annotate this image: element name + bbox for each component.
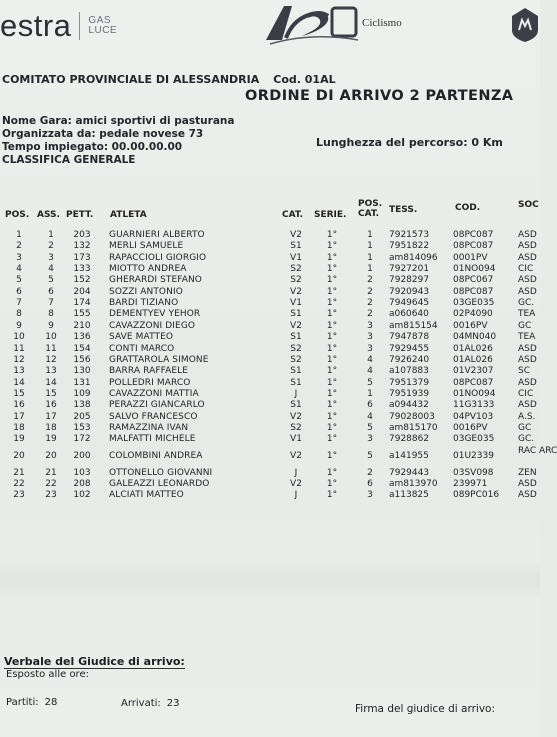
cell-ass: 15 bbox=[45, 388, 57, 399]
cell-pos-cat: 1 bbox=[367, 252, 373, 263]
cell-cod: 089PC016 bbox=[453, 490, 500, 501]
cell-atleta: CAVAZZONI MATTIA bbox=[109, 388, 199, 399]
cell-tess: 7926240 bbox=[389, 354, 430, 365]
header-cod: COD. bbox=[455, 203, 481, 213]
cell-cat: V2 bbox=[290, 450, 302, 461]
cell-cod: 03GE035 bbox=[453, 298, 495, 309]
cell-pett: 208 bbox=[73, 479, 91, 489]
estra-divider bbox=[79, 12, 80, 40]
cell-pos: 4 bbox=[16, 264, 22, 275]
cell-cod: 01NO094 bbox=[453, 388, 496, 399]
race-organizer: Organizzata da: pedale novese 73 bbox=[2, 128, 204, 140]
cell-pos-cat: 4 bbox=[367, 354, 373, 365]
cell-serie: 1° bbox=[326, 252, 338, 263]
header-pett: PETT. bbox=[66, 210, 94, 220]
cell-pett: 102 bbox=[73, 490, 91, 501]
cell-ass: 20 bbox=[45, 450, 57, 461]
cell-serie: 1° bbox=[326, 241, 338, 252]
header-cat: CAT. bbox=[282, 210, 304, 220]
cell-pos-cat: 2 bbox=[367, 309, 373, 320]
cell-cat: S2 bbox=[290, 343, 302, 354]
cell-soc: GC. bbox=[518, 434, 535, 445]
cell-soc: A.S. bbox=[518, 411, 536, 422]
cell-cat: V2 bbox=[290, 286, 302, 297]
cell-cat: V2 bbox=[290, 479, 302, 489]
cell-pos: 7 bbox=[16, 298, 22, 309]
cell-pos-cat: 1 bbox=[367, 230, 373, 240]
cell-soc: ASD bbox=[518, 400, 537, 411]
cell-atleta: MERLI SAMUELE bbox=[109, 241, 184, 252]
cell-atleta: CONTI MARCO bbox=[109, 343, 175, 354]
cell-pos-cat: 3 bbox=[367, 434, 373, 445]
cell-soc: GC. bbox=[518, 298, 535, 309]
cell-cod: 08PC067 bbox=[453, 275, 494, 286]
cell-pos-cat: 5 bbox=[367, 422, 373, 433]
cell-serie: 1° bbox=[326, 467, 338, 478]
header-tess: TESS. bbox=[389, 205, 418, 215]
cell-pos-cat: 1 bbox=[367, 388, 373, 399]
cell-tess: 7920943 bbox=[389, 286, 430, 297]
cell-pos: 21 bbox=[13, 467, 25, 478]
cell-cat: S2 bbox=[290, 422, 302, 433]
cell-pos: 19 bbox=[13, 434, 25, 445]
race-info bbox=[2, 115, 234, 167]
cell-tess: 7929443 bbox=[389, 467, 430, 478]
cell-cod: 03SV098 bbox=[453, 467, 494, 478]
cell-cat: V1 bbox=[290, 252, 302, 263]
cell-pett: 138 bbox=[73, 400, 91, 411]
cell-cod: 0001PV bbox=[453, 252, 488, 263]
cell-serie: 1° bbox=[326, 332, 338, 343]
cell-atleta: SOZZI ANTONIO bbox=[109, 286, 183, 297]
cell-pos-cat: 3 bbox=[367, 490, 373, 501]
cell-cat: S1 bbox=[290, 366, 302, 377]
cell-pett: 130 bbox=[73, 366, 91, 377]
cell-serie: 1° bbox=[326, 309, 338, 320]
cell-ass: 11 bbox=[45, 343, 57, 354]
cell-pos-cat: 1 bbox=[367, 241, 373, 252]
cell-serie: 1° bbox=[326, 320, 338, 331]
cell-pos: 14 bbox=[13, 377, 25, 388]
arrivati-value: 23 bbox=[166, 698, 180, 709]
cell-ass: 18 bbox=[45, 422, 57, 433]
cell-serie: 1° bbox=[326, 298, 338, 309]
cell-pett: 103 bbox=[73, 467, 91, 478]
cell-ass: 13 bbox=[45, 366, 57, 377]
cell-serie: 1° bbox=[326, 230, 338, 240]
cell-pett: 200 bbox=[73, 450, 91, 461]
cell-cat: J bbox=[294, 490, 298, 501]
cell-serie: 1° bbox=[326, 490, 338, 501]
cell-atleta: MALFATTI MICHELE bbox=[109, 434, 196, 445]
cell-atleta: RAMAZZINA IVAN bbox=[109, 422, 189, 433]
arrivati-label: Arrivati: bbox=[121, 698, 161, 709]
cell-pos: 22 bbox=[13, 479, 25, 489]
cell-pett: 136 bbox=[73, 332, 91, 343]
cell-ass: 8 bbox=[48, 309, 54, 320]
cell-ass: 2 bbox=[48, 241, 54, 252]
cell-soc: ASD bbox=[518, 241, 537, 252]
cell-pett: 210 bbox=[73, 320, 91, 331]
arrivati-count bbox=[121, 698, 180, 709]
cell-tess: 79028003 bbox=[389, 411, 435, 422]
acsi-ciclismo-logo bbox=[262, 2, 422, 48]
cell-pett: 153 bbox=[73, 422, 91, 433]
cell-serie: 1° bbox=[326, 366, 338, 377]
cell-pos-cat: 4 bbox=[367, 366, 373, 377]
race-time: Tempo impiegato: 00.00.00.00 bbox=[2, 141, 183, 153]
shield-icon bbox=[510, 6, 540, 44]
cell-tess: 7951939 bbox=[389, 388, 430, 399]
shield-logo bbox=[510, 6, 540, 44]
cell-pett: 109 bbox=[73, 388, 91, 399]
cell-pos: 23 bbox=[13, 490, 25, 501]
firma-label: Firma del giudice di arrivo: bbox=[355, 703, 495, 715]
cell-soc: SC bbox=[518, 366, 530, 377]
cell-cod: 04PV103 bbox=[453, 411, 494, 422]
cell-pett: 204 bbox=[73, 286, 91, 297]
table-row bbox=[0, 490, 540, 503]
cell-atleta: SALVO FRANCESCO bbox=[109, 411, 198, 422]
cell-atleta: BARDI TIZIANO bbox=[109, 298, 179, 309]
cell-pos: 8 bbox=[16, 309, 22, 320]
committee-code: Cod. 01AL bbox=[273, 73, 336, 86]
cell-tess: 7949645 bbox=[389, 298, 430, 309]
cell-atleta: PERAZZI GIANCARLO bbox=[109, 400, 205, 411]
cell-cod: 239971 bbox=[453, 479, 488, 489]
cell-ass: 17 bbox=[45, 411, 57, 422]
cell-serie: 1° bbox=[326, 264, 338, 275]
cell-soc: CIC bbox=[518, 388, 534, 399]
cell-pett: 154 bbox=[73, 343, 91, 354]
cell-atleta: OTTONELLO GIOVANNI bbox=[109, 467, 213, 478]
cell-pos: 1 bbox=[16, 230, 22, 240]
cell-cod: 0016PV bbox=[453, 320, 488, 331]
cell-pos-cat: 4 bbox=[367, 411, 373, 422]
cell-pett: 172 bbox=[73, 434, 91, 445]
cell-ass: 3 bbox=[48, 252, 54, 263]
cell-atleta: POLLEDRI MARCO bbox=[109, 377, 191, 388]
cell-cod: 01AL026 bbox=[453, 354, 493, 365]
cell-ass: 6 bbox=[48, 286, 54, 297]
cell-soc: ASD bbox=[518, 275, 537, 286]
cell-ass: 12 bbox=[45, 354, 57, 365]
cell-tess: a060640 bbox=[389, 309, 429, 320]
cell-serie: 1° bbox=[326, 388, 338, 399]
cell-cod: 08PC087 bbox=[453, 286, 494, 297]
cell-serie: 1° bbox=[326, 411, 338, 422]
cell-cod: 01NO094 bbox=[453, 264, 496, 275]
cell-cod: 11G3133 bbox=[453, 400, 495, 411]
cell-ass: 16 bbox=[45, 400, 57, 411]
cell-soc: ASD bbox=[518, 252, 537, 263]
cell-soc: RAC ARC bbox=[518, 445, 557, 456]
cell-soc: GC bbox=[518, 320, 532, 331]
cell-cat: S1 bbox=[290, 332, 302, 343]
cell-pos: 9 bbox=[16, 320, 22, 331]
cell-soc: ASD bbox=[518, 354, 537, 365]
cell-tess: a113825 bbox=[389, 490, 429, 501]
cell-ass: 21 bbox=[45, 467, 57, 478]
cell-pos-cat: 5 bbox=[367, 377, 373, 388]
committee-line bbox=[2, 73, 336, 86]
cell-pos: 11 bbox=[13, 343, 25, 354]
cell-pett: 133 bbox=[73, 264, 91, 275]
cell-serie: 1° bbox=[326, 422, 338, 433]
cell-ass: 4 bbox=[48, 264, 54, 275]
cell-ass: 7 bbox=[48, 298, 54, 309]
cell-serie: 1° bbox=[326, 400, 338, 411]
cell-serie: 1° bbox=[326, 354, 338, 365]
cell-pos: 17 bbox=[13, 411, 25, 422]
cell-pos: 6 bbox=[16, 286, 22, 297]
cell-soc: ZEN bbox=[518, 467, 537, 478]
cell-tess: a141955 bbox=[389, 450, 429, 461]
cell-ass: 19 bbox=[45, 434, 57, 445]
cell-cod: 01V2307 bbox=[453, 366, 494, 377]
cell-cod: 01U2339 bbox=[453, 450, 494, 461]
cell-pos: 13 bbox=[13, 366, 25, 377]
cell-atleta: GALEAZZI LEONARDO bbox=[109, 479, 210, 489]
cell-pos: 18 bbox=[13, 422, 25, 433]
cell-atleta: ALCIATI MATTEO bbox=[109, 490, 184, 501]
verbale-title: Verbale del Giudice di arrivo: bbox=[4, 655, 185, 668]
race-name: Nome Gara: amici sportivi di pasturana bbox=[2, 115, 235, 127]
race-length: Lunghezza del percorso: 0 Km bbox=[316, 136, 503, 149]
cell-pos-cat: 2 bbox=[367, 467, 373, 478]
cell-atleta: GRATTAROLA SIMONE bbox=[109, 354, 209, 365]
cell-tess: am814096 bbox=[389, 252, 438, 263]
cell-cat: J bbox=[294, 467, 298, 478]
cell-cod: 08PC087 bbox=[453, 377, 494, 388]
cell-cat: J bbox=[294, 388, 298, 399]
cell-soc: ASD bbox=[518, 479, 537, 489]
header-soc: SOC bbox=[518, 200, 539, 210]
cell-tess: am815170 bbox=[389, 422, 438, 433]
cell-cat: V2 bbox=[290, 411, 302, 422]
cell-pos-cat: 2 bbox=[367, 298, 373, 309]
cell-cat: V2 bbox=[290, 320, 302, 331]
estra-subtitle: GAS LUCE bbox=[88, 15, 118, 36]
cell-pos-cat: 3 bbox=[367, 332, 373, 343]
cell-soc: GC bbox=[518, 422, 532, 433]
cell-cat: S1 bbox=[290, 400, 302, 411]
header-serie: SERIE. bbox=[314, 210, 347, 220]
cell-pos: 15 bbox=[13, 388, 25, 399]
cell-serie: 1° bbox=[326, 286, 338, 297]
cell-cat: S2 bbox=[290, 275, 302, 286]
table-row bbox=[0, 434, 540, 447]
cell-soc: ASD bbox=[518, 286, 537, 297]
header-atleta: ATLETA bbox=[110, 210, 147, 220]
cell-ass: 14 bbox=[45, 377, 57, 388]
cell-cat: S2 bbox=[290, 354, 302, 365]
cell-tess: 7951822 bbox=[389, 241, 430, 252]
cell-pett: 155 bbox=[73, 309, 91, 320]
cell-pos-cat: 3 bbox=[367, 343, 373, 354]
cell-tess: am813970 bbox=[389, 479, 438, 489]
cell-cod: 01AL026 bbox=[453, 343, 493, 354]
cell-ass: 9 bbox=[48, 320, 54, 331]
cell-pos: 16 bbox=[13, 400, 25, 411]
cell-atleta: BARRA RAFFAELE bbox=[109, 366, 189, 377]
cell-pett: 131 bbox=[73, 377, 91, 388]
cell-soc: TEA bbox=[518, 332, 536, 343]
partiti-count bbox=[6, 697, 57, 708]
cell-ass: 22 bbox=[45, 479, 57, 489]
cell-cod: 0016PV bbox=[453, 422, 488, 433]
cell-pos-cat: 2 bbox=[367, 286, 373, 297]
cell-atleta: SAVE MATTEO bbox=[109, 332, 174, 343]
cell-tess: 7929455 bbox=[389, 343, 430, 354]
cell-pos-cat: 1 bbox=[367, 264, 373, 275]
cell-cat: V1 bbox=[290, 434, 302, 445]
cell-serie: 1° bbox=[326, 275, 338, 286]
cell-pos: 12 bbox=[13, 354, 25, 365]
cell-ass: 10 bbox=[45, 332, 57, 343]
estra-wordmark: estra bbox=[0, 8, 72, 43]
cell-pett: 156 bbox=[73, 354, 91, 365]
cell-serie: 1° bbox=[326, 434, 338, 445]
cell-pos: 3 bbox=[16, 252, 22, 263]
cell-serie: 1° bbox=[326, 343, 338, 354]
cell-tess: 7928862 bbox=[389, 434, 430, 445]
cell-cat: S2 bbox=[290, 264, 302, 275]
cell-pett: 205 bbox=[73, 411, 91, 422]
cell-pos: 20 bbox=[13, 450, 25, 461]
cell-tess: 7947878 bbox=[389, 332, 430, 343]
cell-cod: 02P4090 bbox=[453, 309, 493, 320]
cell-cat: V1 bbox=[290, 298, 302, 309]
cell-cod: 08PC087 bbox=[453, 241, 494, 252]
cell-tess: 7921573 bbox=[389, 230, 430, 240]
cell-atleta: COLOMBINI ANDREA bbox=[109, 450, 203, 461]
cell-tess: a107883 bbox=[389, 366, 429, 377]
cell-ass: 5 bbox=[48, 275, 54, 286]
cell-atleta: DEMENTYEV YEHOR bbox=[109, 309, 201, 320]
acsi-ciclismo-text: Ciclismo bbox=[362, 17, 402, 29]
cell-serie: 1° bbox=[326, 450, 338, 461]
cell-cat: S1 bbox=[290, 377, 302, 388]
cell-cod: 08PC087 bbox=[453, 230, 494, 240]
cell-soc: ASD bbox=[518, 343, 537, 354]
cell-soc: TEA bbox=[518, 309, 536, 320]
header-ass: ASS. bbox=[37, 210, 60, 220]
cell-tess: a094432 bbox=[389, 400, 429, 411]
cell-atleta: RAPACCIOLI GIORGIO bbox=[109, 252, 207, 263]
cell-pett: 203 bbox=[73, 230, 91, 240]
cell-atleta: GHERARDI STEFANO bbox=[109, 275, 202, 286]
cell-pos-cat: 6 bbox=[367, 479, 373, 489]
cell-cod: 03GE035 bbox=[453, 434, 495, 445]
cell-serie: 1° bbox=[326, 377, 338, 388]
cell-pos: 10 bbox=[13, 332, 25, 343]
partiti-label: Partiti: bbox=[6, 697, 39, 708]
cell-pett: 174 bbox=[73, 298, 91, 309]
page-title: ORDINE DI ARRIVO 2 PARTENZA bbox=[245, 88, 514, 104]
partiti-value: 28 bbox=[44, 697, 58, 708]
cell-ass: 1 bbox=[48, 230, 54, 240]
cell-pos-cat: 5 bbox=[367, 450, 373, 461]
cell-pett: 152 bbox=[73, 275, 91, 286]
cell-soc: ASD bbox=[518, 377, 537, 388]
cell-ass: 23 bbox=[45, 490, 57, 501]
cell-atleta: GUARNIERI ALBERTO bbox=[109, 230, 205, 240]
cell-soc: ASD bbox=[518, 230, 537, 240]
cell-cat: S1 bbox=[290, 309, 302, 320]
cell-pett: 173 bbox=[73, 252, 91, 263]
cell-atleta: MIOTTO ANDREA bbox=[109, 264, 187, 275]
cell-cat: V2 bbox=[290, 230, 302, 240]
cell-pos: 2 bbox=[16, 241, 22, 252]
cell-cat: S1 bbox=[290, 241, 302, 252]
cell-serie: 1° bbox=[326, 479, 338, 489]
table-header: POS. ASS. PETT. ATLETA CAT. SERIE. POS. CAT. TESS. COD. SOC bbox=[5, 199, 539, 220]
cell-pos-cat: 6 bbox=[367, 400, 373, 411]
cell-soc: CIC bbox=[518, 264, 534, 275]
race-classification: CLASSIFICA GENERALE bbox=[2, 154, 136, 166]
cell-soc: ASD bbox=[518, 490, 537, 501]
table-row bbox=[0, 445, 557, 464]
cell-tess: am815154 bbox=[389, 320, 438, 331]
cell-pos-cat: 2 bbox=[367, 275, 373, 286]
cell-cod: 04MN040 bbox=[453, 332, 497, 343]
header-pos: POS. bbox=[5, 210, 30, 220]
cell-pos: 5 bbox=[16, 275, 22, 286]
estra-logo bbox=[0, 8, 117, 44]
paper-fold-shadow bbox=[0, 560, 540, 600]
cell-pos-cat: 3 bbox=[367, 320, 373, 331]
committee-name: COMITATO PROVINCIALE DI ALESSANDRIA bbox=[2, 73, 260, 86]
cell-tess: 7928297 bbox=[389, 275, 430, 286]
cell-tess: 7927201 bbox=[389, 264, 430, 275]
cell-atleta: CAVAZZONI DIEGO bbox=[109, 320, 196, 331]
esposto-label: Esposto alle ore: bbox=[6, 669, 89, 680]
cell-pett: 132 bbox=[73, 241, 91, 252]
cell-tess: 7951379 bbox=[389, 377, 430, 388]
